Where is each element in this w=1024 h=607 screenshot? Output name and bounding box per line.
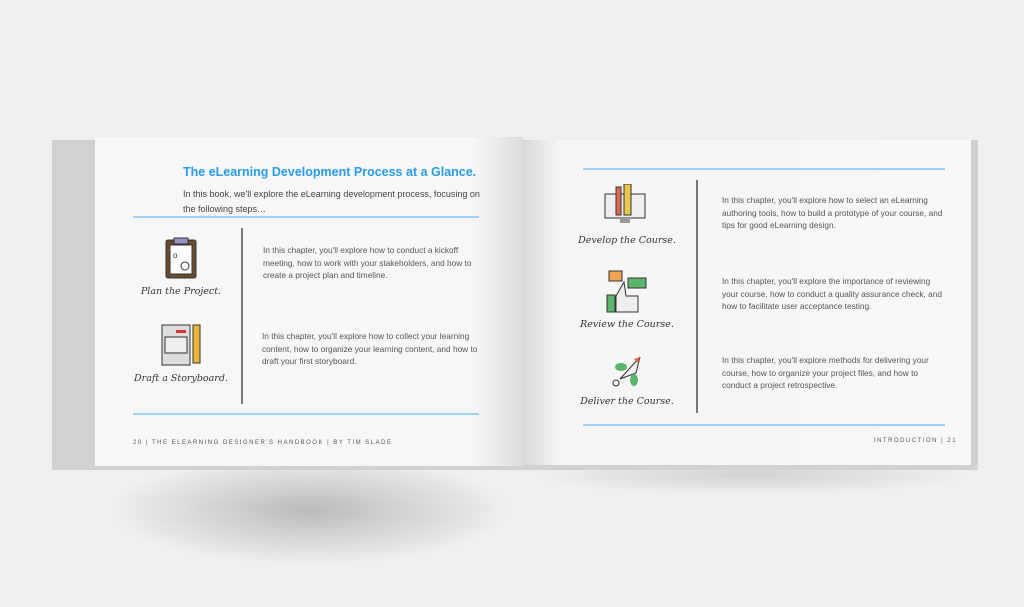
- svg-text:o: o: [173, 251, 178, 260]
- step-caption: Review the Course.: [580, 319, 674, 330]
- step-description: In this chapter, you'll explore how to select an eLearning authoring tools, how to build a prototype of your course, and tips for good eLearning design.: [722, 195, 943, 230]
- page-footer: INTRODUCTION | 21: [874, 438, 958, 444]
- step-caption: Develop the Course.: [578, 235, 676, 246]
- book-shadow: [110, 455, 510, 565]
- column-divider: [696, 180, 698, 413]
- thumbs-up-icon: [606, 270, 648, 314]
- divider: [133, 413, 479, 415]
- rocket-icon: [610, 353, 646, 389]
- step-description: In this chapter, you'll explore how to collect your learning content, how to organize your learning content, and how to draft your first storyboard.: [262, 331, 478, 366]
- step-caption: Draft a Storyboard.: [134, 373, 228, 384]
- page-footer: 20 | THE ELEARNING DESIGNER'S HANDBOOK | BY TIM SLADE: [133, 440, 393, 446]
- step-description: In this chapter, you'll explore how to conduct a kickoff meeting, how to work with your stakeholders, and how to create a project plan and timeline.: [263, 245, 472, 280]
- step-caption: Plan the Project.: [140, 286, 222, 297]
- intro-text: In this book, we'll explore the eLearning development process, focusing on the following steps…: [183, 189, 480, 214]
- monitor-icon: [604, 184, 646, 226]
- divider: [583, 168, 945, 170]
- clipboard-icon: [164, 236, 198, 280]
- step-caption: Deliver the Course.: [580, 396, 674, 407]
- storyboard-icon: [160, 323, 204, 368]
- divider: [583, 424, 945, 426]
- column-divider: [241, 228, 243, 404]
- step-description: In this chapter, you'll explore the importance of reviewing your course, how to conduct a quality assurance check, and how to facilitate user acceptance testing.: [722, 276, 942, 311]
- page-title: The eLearning Development Process at a Glance.: [183, 165, 477, 179]
- step-description: In this chapter, you'll explore methods for delivering your course, how to organize your project files, and how to conduct a project retrospective.: [722, 355, 929, 390]
- divider: [133, 216, 479, 218]
